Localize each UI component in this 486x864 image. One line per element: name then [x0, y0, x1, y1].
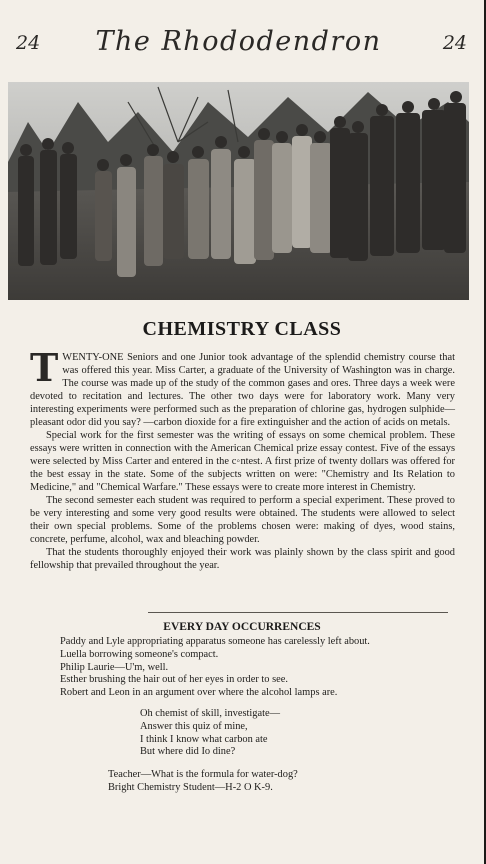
- occurrence-4: Esther brushing the hair out of her eyes in order to see.: [60, 674, 288, 686]
- poem-line-3: I think I know what carbon ate: [140, 733, 268, 745]
- class-photo: [8, 82, 469, 300]
- occurrence-5: Robert and Leon in an argument over where the alcohol lamps are.: [60, 687, 338, 699]
- occurrence-1: Paddy and Lyle appropriating apparatus someone has carelessly left about.: [60, 636, 370, 647]
- poem-line-4: But where did Io dine?: [140, 746, 236, 758]
- occurrences-heading: EVERY DAY OCCURRENCES: [163, 621, 321, 633]
- paragraph-4: That the students thoroughly enjoyed their work was plainly shown by the class spirit and good fellowship that prevailed throughout the year.: [30, 547, 455, 571]
- student-answer: Bright Chemistry Student—H-2 O K-9.: [108, 781, 273, 793]
- paragraph-1: [30, 345, 455, 429]
- poem-line-2: Answer this quiz of mine,: [140, 720, 248, 732]
- class-photo-image: [8, 82, 469, 300]
- paragraph-1-text: WENTY-ONE Seniors and one Junior took advantage of the splendid chemistry course that was offered this year. Miss Carter, a graduate of the University of Washington was in charge. The course was made up of the study of the common gases and ores. Three days a week were devoted to recitation and lectures. The other two days were for laboratory work. Many very interesting experiments were performed such as the preparation of chlorine gas, hydrogen sulphide—pleasant odor did you say? —carbon dioxide for a fire extinguisher and the action of acids on metals.: [30, 352, 455, 428]
- occurrences-list: [30, 636, 455, 795]
- page-header: [14, 26, 469, 66]
- article-heading: CHEMISTRY CLASS: [142, 318, 342, 340]
- yearbook-title: The Rhododendron: [95, 26, 382, 57]
- occurrence-3: Philip Laurie—U'm, well.: [60, 661, 169, 673]
- poem-line-1: Oh chemist of skill, investigate—: [140, 707, 280, 719]
- page-number-left: 24: [16, 32, 41, 54]
- teacher-question: Teacher—What is the formula for water-dog?: [108, 769, 298, 781]
- page-number-right: 24: [442, 32, 467, 54]
- article-body: [30, 345, 455, 572]
- paragraph-2: Special work for the first semester was the writing of essays on some chemical problem. These essays were written in connection with the American Chemical prize essay contest. Five of the essays were selected by Miss Carter and entered in the c◦ntest. A first prize of twenty dollars was offered for the best essay in the state. Some of the subjects written on were: "Chemistry and Its Relation to Medicine," and "Chemical Warfare." These essays were to create more interest in Chemistry.: [30, 430, 455, 493]
- section-divider: [148, 612, 448, 613]
- drop-cap: T: [30, 345, 59, 390]
- occurrence-2: Luella borrowing someone's compact.: [60, 648, 219, 660]
- paragraph-3: The second semester each student was required to perform a special experiment. These proved to be very interesting and some very good results were obtained. The students were allowed to select their own special problems. Some of the problems chosen were: making of dyes, wood stains, concrete, perfume, alcohol, wax and bleaching powder.: [30, 495, 455, 545]
